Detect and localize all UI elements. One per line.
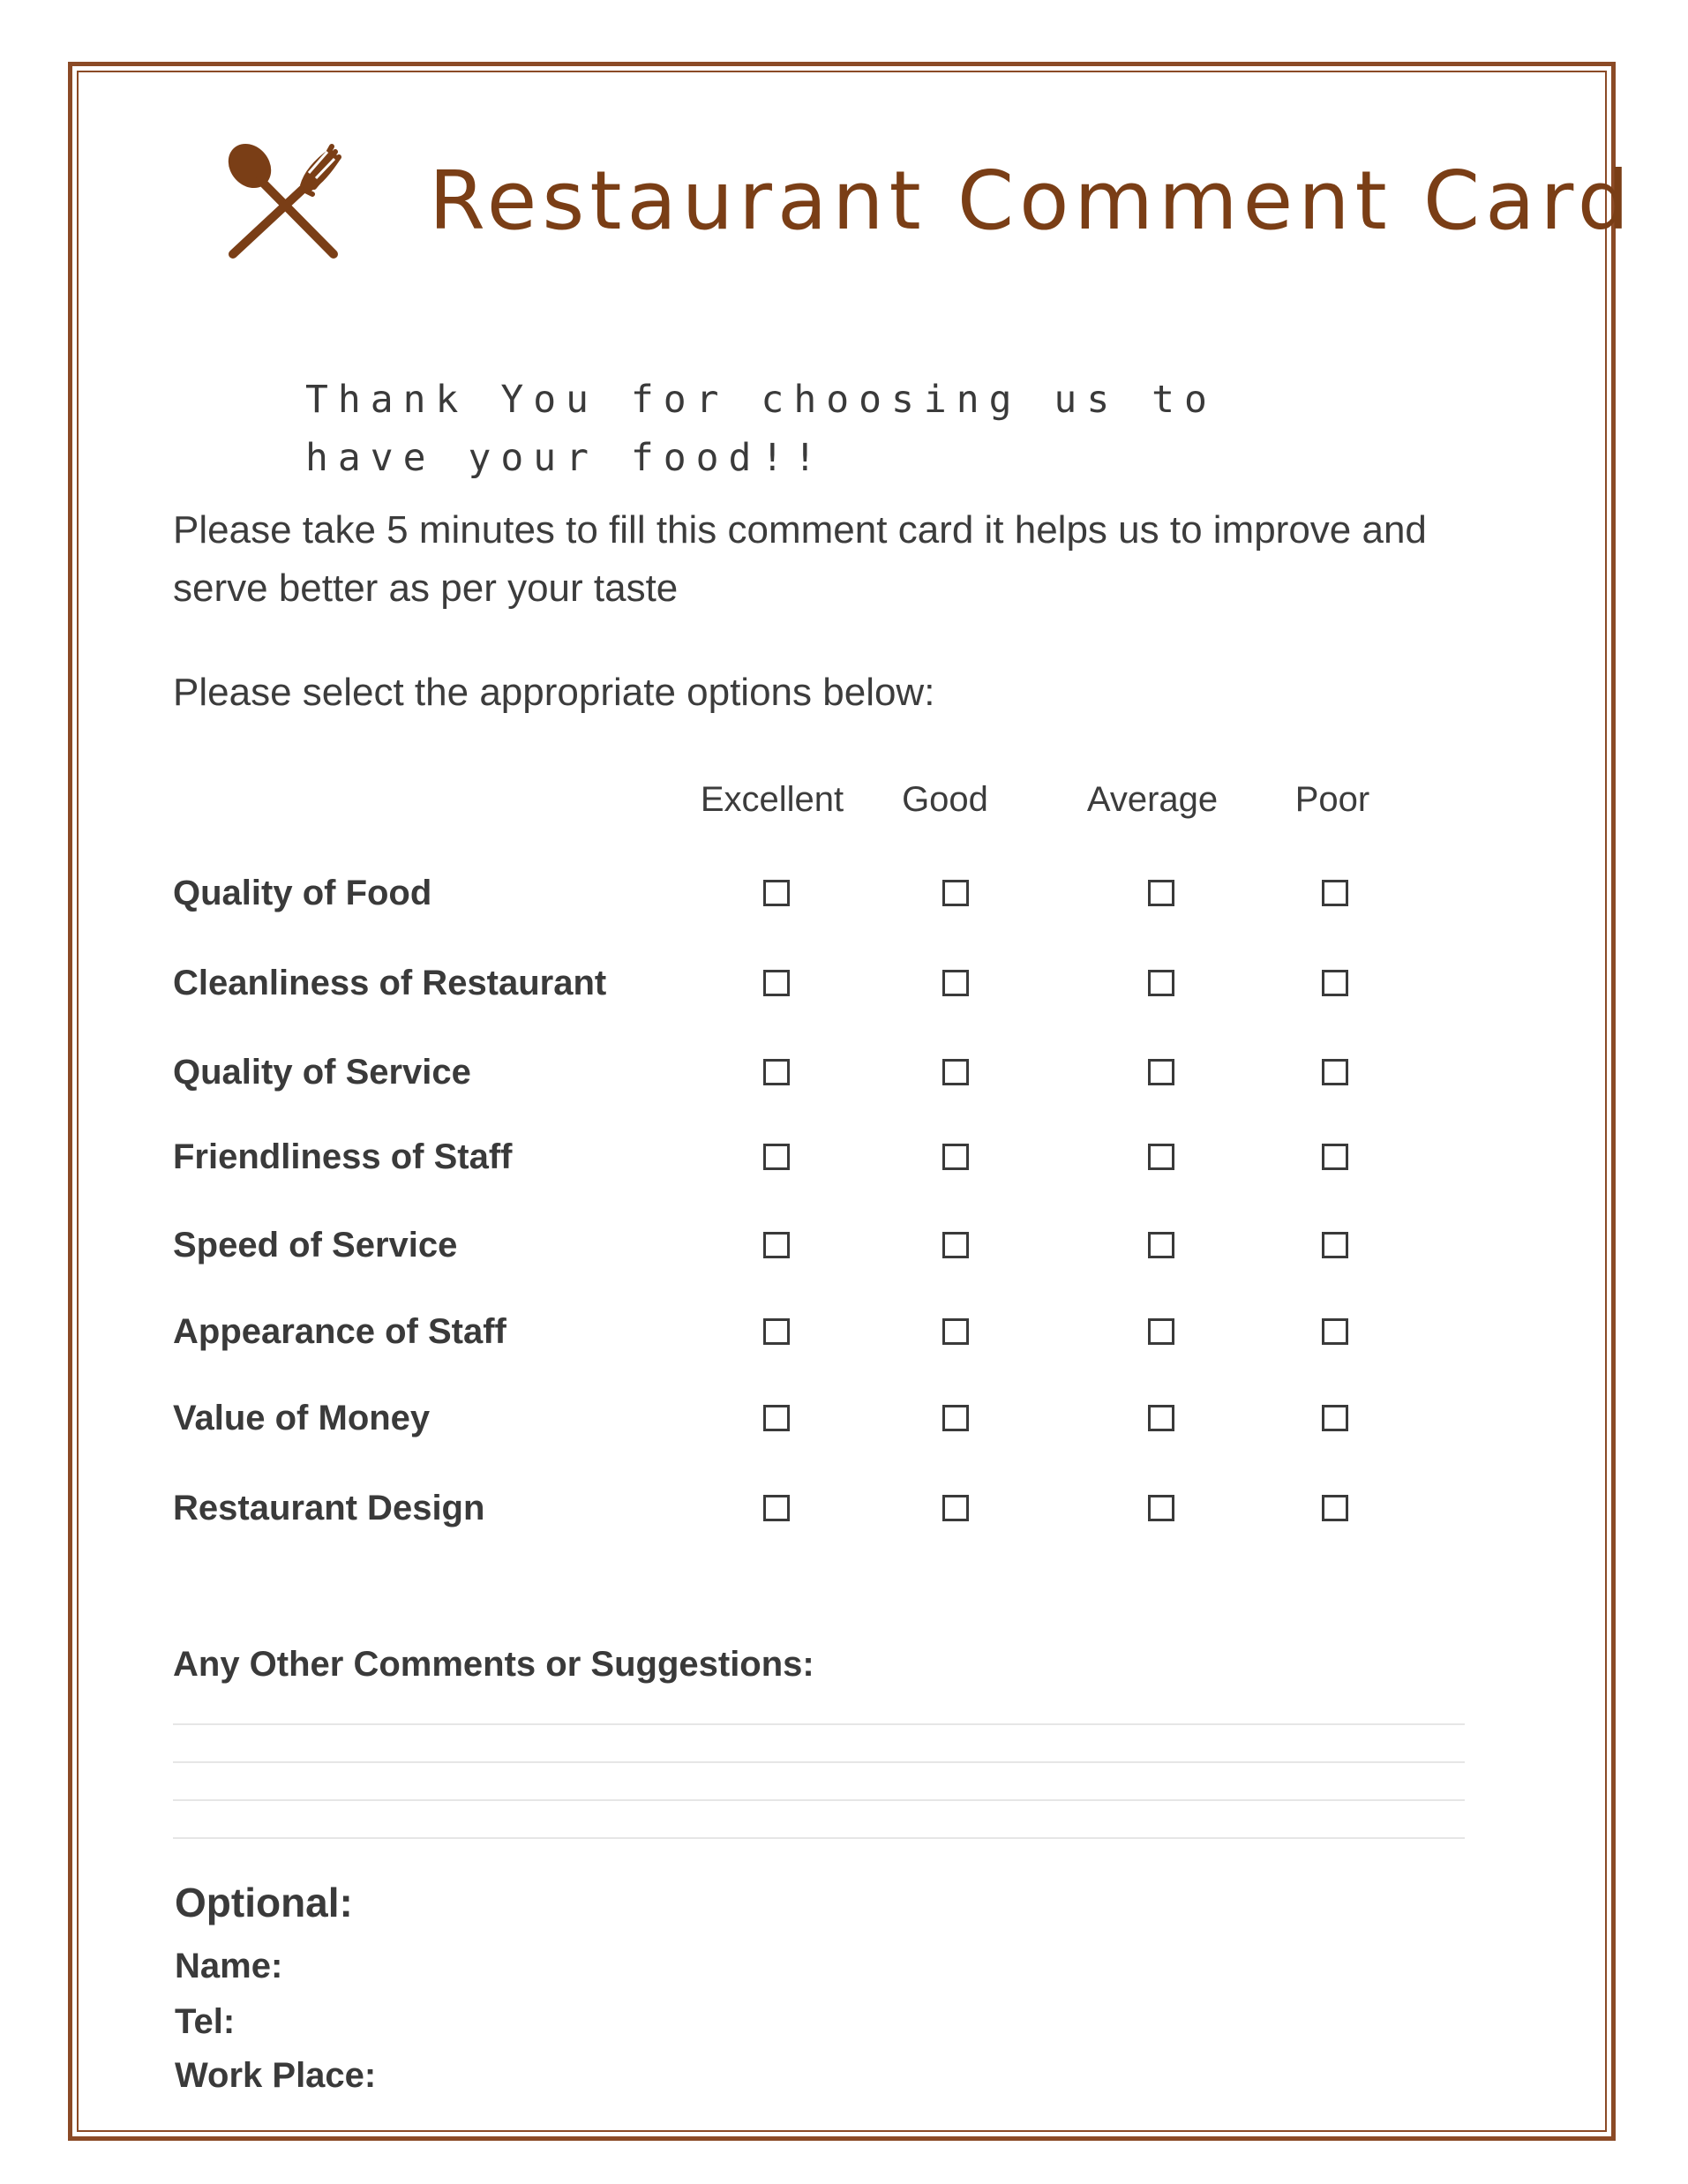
checkbox-cleanliness-of-restaurant-good[interactable]: [942, 970, 969, 996]
checkbox-quality-of-service-poor[interactable]: [1322, 1059, 1348, 1085]
row-label-speed-of-service: Speed of Service: [173, 1226, 458, 1265]
checkbox-quality-of-service-good[interactable]: [942, 1059, 969, 1085]
checkbox-quality-of-service-average[interactable]: [1148, 1059, 1174, 1085]
tel-field-label: Tel:: [175, 2002, 236, 2041]
checkbox-restaurant-design-average[interactable]: [1148, 1495, 1174, 1521]
checkbox-restaurant-design-good[interactable]: [942, 1495, 969, 1521]
checkbox-cleanliness-of-restaurant-average[interactable]: [1148, 970, 1174, 996]
checkbox-quality-of-food-poor[interactable]: [1322, 880, 1348, 906]
checkbox-restaurant-design-poor[interactable]: [1322, 1495, 1348, 1521]
row-label-value-of-money: Value of Money: [173, 1399, 431, 1437]
row-label-friendliness-of-staff: Friendliness of Staff: [173, 1137, 513, 1176]
page-title: Restaurant Comment Card: [429, 154, 1635, 248]
checkbox-appearance-of-staff-good[interactable]: [942, 1318, 969, 1345]
checkbox-friendliness-of-staff-good[interactable]: [942, 1144, 969, 1170]
checkbox-quality-of-food-good[interactable]: [942, 880, 969, 906]
optional-heading: Optional:: [175, 1880, 353, 1925]
column-header-excellent: Excellent: [700, 780, 844, 819]
checkbox-quality-of-service-excellent[interactable]: [763, 1059, 790, 1085]
comments-label: Any Other Comments or Suggestions:: [173, 1645, 814, 1684]
checkbox-appearance-of-staff-poor[interactable]: [1322, 1318, 1348, 1345]
checkbox-speed-of-service-poor[interactable]: [1322, 1232, 1348, 1258]
comment-line[interactable]: [173, 1761, 1465, 1763]
thank-you-area: [305, 371, 1364, 480]
checkbox-value-of-money-excellent[interactable]: [763, 1405, 790, 1431]
row-label-restaurant-design: Restaurant Design: [173, 1489, 485, 1527]
checkbox-value-of-money-good[interactable]: [942, 1405, 969, 1431]
column-header-poor: Poor: [1294, 780, 1370, 819]
column-header-average: Average: [1086, 780, 1219, 819]
checkbox-speed-of-service-good[interactable]: [942, 1232, 969, 1258]
checkbox-friendliness-of-staff-poor[interactable]: [1322, 1144, 1348, 1170]
checkbox-friendliness-of-staff-excellent[interactable]: [763, 1144, 790, 1170]
checkbox-value-of-money-average[interactable]: [1148, 1405, 1174, 1431]
checkbox-quality-of-food-average[interactable]: [1148, 880, 1174, 906]
intro-text: Please take 5 minutes to fill this comment card it helps us to improve and serve better as per your taste: [173, 508, 1427, 610]
title-area: [429, 148, 1635, 270]
comment-line[interactable]: [173, 1723, 1465, 1725]
checkbox-value-of-money-poor[interactable]: [1322, 1405, 1348, 1431]
checkbox-restaurant-design-excellent[interactable]: [763, 1495, 790, 1521]
name-field-label: Name:: [175, 1947, 283, 1985]
checkbox-cleanliness-of-restaurant-excellent[interactable]: [763, 970, 790, 996]
checkbox-appearance-of-staff-excellent[interactable]: [763, 1318, 790, 1345]
checkbox-speed-of-service-excellent[interactable]: [763, 1232, 790, 1258]
work-place-field-label: Work Place:: [175, 2056, 377, 2095]
checkbox-quality-of-food-excellent[interactable]: [763, 880, 790, 906]
instruction-text: Please select the appropriate options below:: [173, 671, 935, 714]
checkbox-speed-of-service-average[interactable]: [1148, 1232, 1174, 1258]
row-label-quality-of-food: Quality of Food: [173, 874, 432, 912]
checkbox-friendliness-of-staff-average[interactable]: [1148, 1144, 1174, 1170]
checkbox-appearance-of-staff-average[interactable]: [1148, 1318, 1174, 1345]
column-header-good: Good: [902, 780, 988, 819]
thank-you-message: Thank You for choosing us to have your food!!: [305, 378, 1217, 480]
comment-line[interactable]: [173, 1799, 1465, 1801]
row-label-cleanliness-of-restaurant: Cleanliness of Restaurant: [173, 964, 607, 1002]
checkbox-cleanliness-of-restaurant-poor[interactable]: [1322, 970, 1348, 996]
row-label-quality-of-service: Quality of Service: [173, 1053, 471, 1092]
spoon-fork-icon: [221, 139, 349, 263]
comment-line[interactable]: [173, 1837, 1465, 1839]
row-label-appearance-of-staff: Appearance of Staff: [173, 1312, 506, 1351]
